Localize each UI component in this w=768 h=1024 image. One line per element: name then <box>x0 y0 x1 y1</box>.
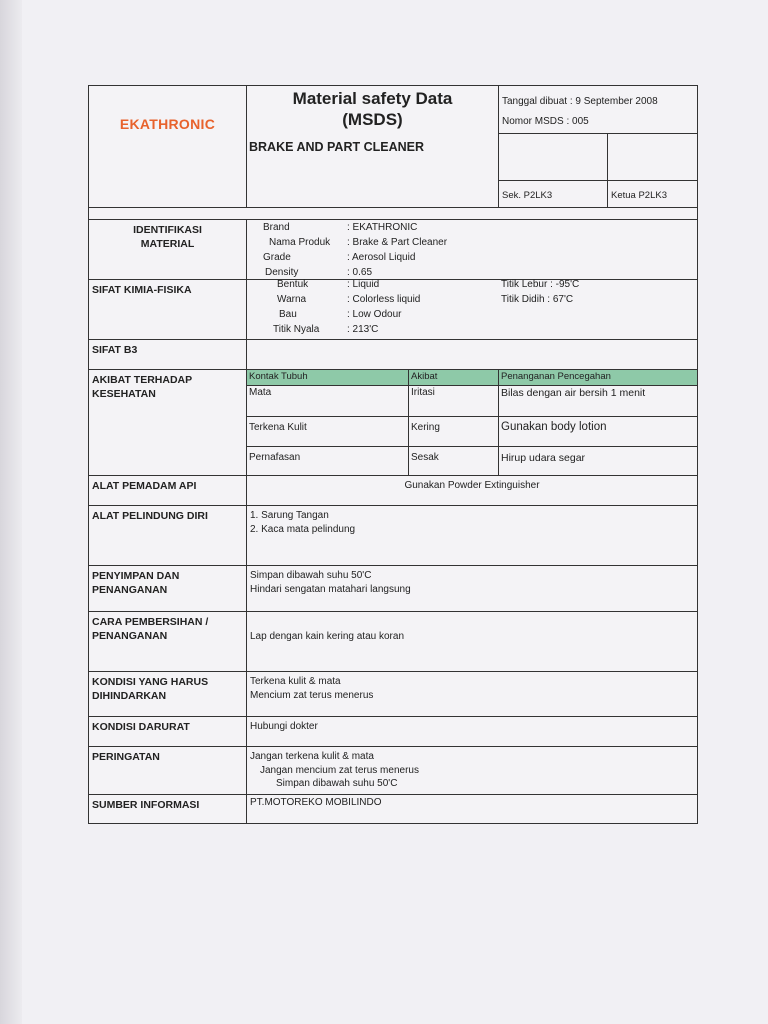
section-label: KONDISI YANG HARUS DIHINDARKAN <box>89 672 247 716</box>
section-label: AKIBAT TERHADAP KESEHATAN <box>89 370 247 475</box>
field-odour: Bau : Low Odour <box>279 309 402 320</box>
list-item: Mencium zat terus menerus <box>250 689 374 701</box>
section-label: SUMBER INFORMASI <box>89 795 247 823</box>
section-content <box>247 747 697 794</box>
section-pembersihan <box>89 612 697 672</box>
field-form: Bentuk : Liquid <box>277 279 380 290</box>
field-density: Density : 0.65 <box>265 267 373 278</box>
field-brand: Brand : EKATHRONIC <box>263 222 418 233</box>
section-label: KONDISI DARURAT <box>89 717 247 746</box>
section-content <box>247 672 697 716</box>
section-kesehatan <box>89 370 697 476</box>
document-title: Material safety Data (MSDS) <box>292 89 453 129</box>
signature-area <box>499 134 697 181</box>
list-item: Simpan dibawah suhu 50'C <box>276 778 398 789</box>
section-content: Hubungi dokter <box>250 721 318 732</box>
brand-cell <box>89 86 247 207</box>
header-row <box>89 86 697 208</box>
sign-secretary-label: Sek. P2LK3 <box>502 190 553 201</box>
field-boiling-point: Titik Didih : 67'C <box>501 294 574 305</box>
section-penyimpan <box>89 566 697 612</box>
section-peringatan <box>89 747 697 795</box>
section-kondisi-hindar <box>89 672 697 717</box>
page-edge-shadow <box>0 0 22 1024</box>
section-content: PT.MOTOREKO MOBILINDO <box>250 797 382 808</box>
section-label: CARA PEMBERSIHAN / PENANGANAN <box>89 612 247 671</box>
meta-info <box>499 86 697 134</box>
section-label: PERINGATAN <box>89 747 247 794</box>
brand-logo-text: EKATHRONIC <box>119 116 216 132</box>
section-content: Gunakan Powder Extinguisher <box>404 480 540 491</box>
section-content <box>247 280 697 339</box>
list-item: Jangan terkena kulit & mata <box>250 751 374 762</box>
section-sumber <box>89 795 697 823</box>
section-content <box>247 506 697 565</box>
section-label: ALAT PELINDUNG DIRI <box>89 506 247 565</box>
section-label: PENYIMPAN DAN PENANGANAN <box>89 566 247 611</box>
section-content <box>247 566 697 611</box>
section-pelindung <box>89 506 697 566</box>
meta-cell <box>499 86 697 207</box>
table-row: Pernafasan Sesak Hirup udara segar <box>247 446 697 476</box>
msds-number: Nomor MSDS : 005 <box>502 116 589 127</box>
field-color: Warna : Colorless liquid <box>277 294 421 305</box>
section-label: SIFAT KIMIA-FISIKA <box>89 280 247 339</box>
section-identifikasi <box>89 220 697 280</box>
list-item: Simpan dibawah suhu 50'C <box>250 570 372 581</box>
spacer-row <box>89 208 697 220</box>
sign-chair-label: Ketua P2LK3 <box>611 190 667 201</box>
section-pemadam <box>89 476 697 506</box>
list-item: Terkena kulit & mata <box>250 676 341 687</box>
section-sifat-b3 <box>89 340 697 370</box>
section-content <box>247 340 697 369</box>
table-row: Mata Iritasi Bilas dengan air bersih 1 menit <box>247 385 697 417</box>
field-grade: Grade : Aerosol Liquid <box>263 252 416 263</box>
signature-labels <box>499 180 697 207</box>
field-melting-point: Titik Lebur : -95'C <box>501 279 580 290</box>
field-flash-point: Titik Nyala : 213'C <box>273 324 379 335</box>
section-sifat-kimia <box>89 280 697 340</box>
title-cell <box>247 86 499 207</box>
product-subtitle: BRAKE AND PART CLEANER <box>249 140 424 154</box>
section-label: IDENTIFIKASI MATERIAL <box>89 220 247 279</box>
date-created: Tanggal dibuat : 9 September 2008 <box>502 96 658 107</box>
section-label: ALAT PEMADAM API <box>89 476 247 505</box>
list-item: Jangan mencium zat terus menerus <box>260 764 419 776</box>
section-content: Lap dengan kain kering atau koran <box>250 631 405 642</box>
section-darurat <box>89 717 697 747</box>
list-item: Hindari sengatan matahari langsung <box>250 583 411 595</box>
list-item: 1. Sarung Tangan <box>250 510 329 521</box>
section-content <box>247 220 697 279</box>
field-product-name: Nama Produk : Brake & Part Cleaner <box>269 237 448 248</box>
table-header: Kontak Tubuh Akibat Penanganan Pencegahan <box>247 370 697 386</box>
health-table <box>247 370 697 475</box>
list-item: 2. Kaca mata pelindung <box>250 523 356 535</box>
section-label: SIFAT B3 <box>89 340 247 369</box>
table-row: Terkena Kulit Kering Gunakan body lotion <box>247 416 697 447</box>
msds-document <box>88 85 698 824</box>
